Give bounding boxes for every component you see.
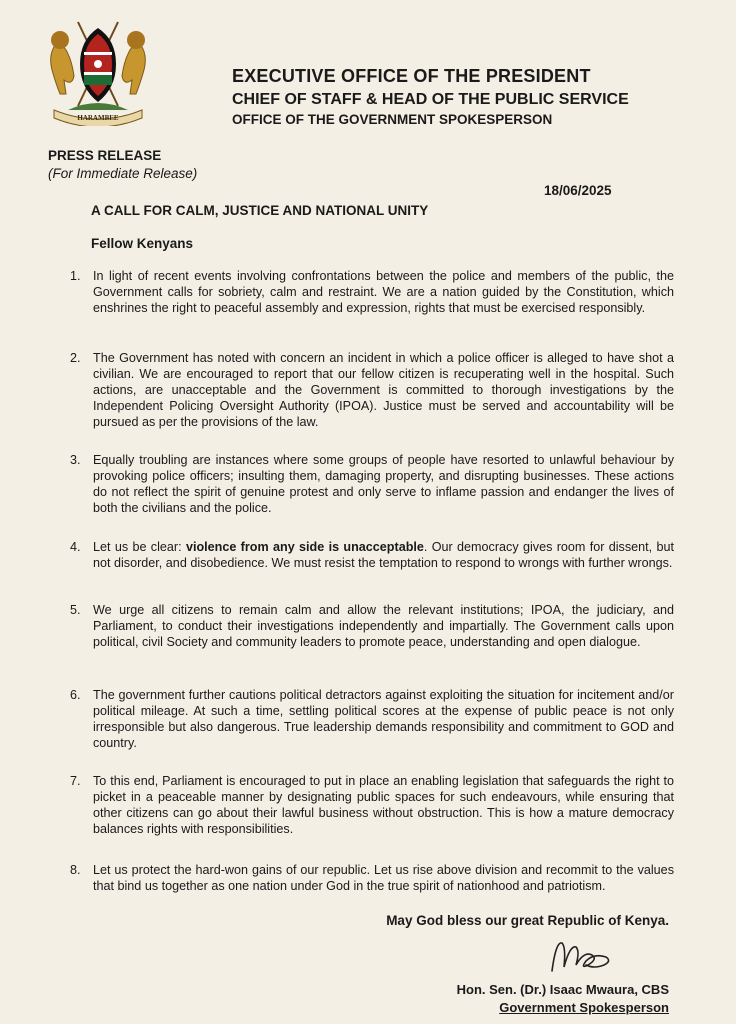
kenya-coat-of-arms-icon bbox=[38, 14, 158, 126]
list-item: 4. Let us be clear: violence from any side is unacceptable. Our democracy gives room for dissent, but not disorder, and disobedience. We must resist the temptation to respond to wrongs with further wrongs. bbox=[70, 540, 674, 570]
office-subtitle: CHIEF OF STAFF & HEAD OF THE PUBLIC SERVICE bbox=[232, 91, 629, 108]
signatory-block bbox=[457, 981, 669, 1017]
press-release-heading: PRESS RELEASE bbox=[48, 148, 162, 163]
list-item: 1. In light of recent events involving confrontations between the police and members of the public, the Government calls for sobriety, calm and restraint. We are a nation guided by the Constitution, which enshrines the right to peaceful assembly and expression, rights that must be exercised responsibly. bbox=[70, 269, 674, 315]
signatory-name: Hon. Sen. (Dr.) Isaac Mwaura, CBS bbox=[456, 982, 669, 997]
office-department: OFFICE OF THE GOVERNMENT SPOKESPERSON bbox=[232, 112, 553, 127]
svg-text:HARAMBEE: HARAMBEE bbox=[77, 114, 119, 122]
office-title: EXECUTIVE OFFICE OF THE PRESIDENT bbox=[232, 66, 591, 86]
greeting: Fellow Kenyans bbox=[91, 236, 194, 251]
release-title: A CALL FOR CALM, JUSTICE AND NATIONAL UNITY bbox=[91, 203, 429, 218]
release-date: 18/06/2025 bbox=[544, 183, 612, 198]
list-item: 7. To this end, Parliament is encouraged to put in place an enabling legislation that safeguards the right to picket in a peaceable manner by designating public spaces for such endeavours, while ensuring that other citizens can go about their lawful business without obstruction. This is how a mature democracy balances rights with responsibilities. bbox=[70, 774, 674, 836]
closing-blessing: May God bless our great Republic of Kenya. bbox=[386, 913, 669, 928]
press-release-label bbox=[48, 147, 197, 183]
emphasis-text: violence from any side is unacceptable bbox=[185, 540, 424, 554]
list-item: 6. The government further cautions political detractors against exploiting the situation for incitement and/or political mileage. At such a time, settling political scores at the expense of public peace is not only irresponsible but also dangerous. True leadership demands responsibility and commitment to GOD and country. bbox=[70, 688, 674, 750]
list-item: 8. Let us protect the hard-won gains of our republic. Let us rise above division and recommit to the values that bind us together as one nation under God in the true spirit of nationhood and patriotism. bbox=[70, 863, 674, 893]
list-item: 5. We urge all citizens to remain calm and allow the relevant institutions; IPOA, the judiciary, and Parliament, to conduct their investigations independently and impartially. The Government calls upon political, civil Society and community leaders to promote peace, understanding and open dialogue. bbox=[70, 603, 674, 649]
list-item: 2. The Government has noted with concern an incident in which a police officer is alleged to have shot a civilian. We are encouraged to report that our fellow citizen is recuperating well in the hospital. Such actions, are unacceptable and the Government is committed to thorough investigations by the Independent Policing Oversight Authority (IPOA). Justice must be served and accountability will be pursued as per the provisions of the law. bbox=[70, 351, 674, 429]
signatory-role: Government Spokesperson bbox=[499, 1000, 669, 1015]
letterhead bbox=[232, 66, 629, 127]
release-note: (For Immediate Release) bbox=[48, 166, 198, 181]
signature-icon bbox=[548, 935, 618, 979]
list-item: 3. Equally troubling are instances where some groups of people have resorted to unlawful behaviour by provoking police officers; insulting them, damaging property, and disrupting businesses. These actions do not reflect the spirit of genuine protest and only serve to inflame passion and endanger the lives of both the civilians and the police. bbox=[70, 453, 674, 515]
